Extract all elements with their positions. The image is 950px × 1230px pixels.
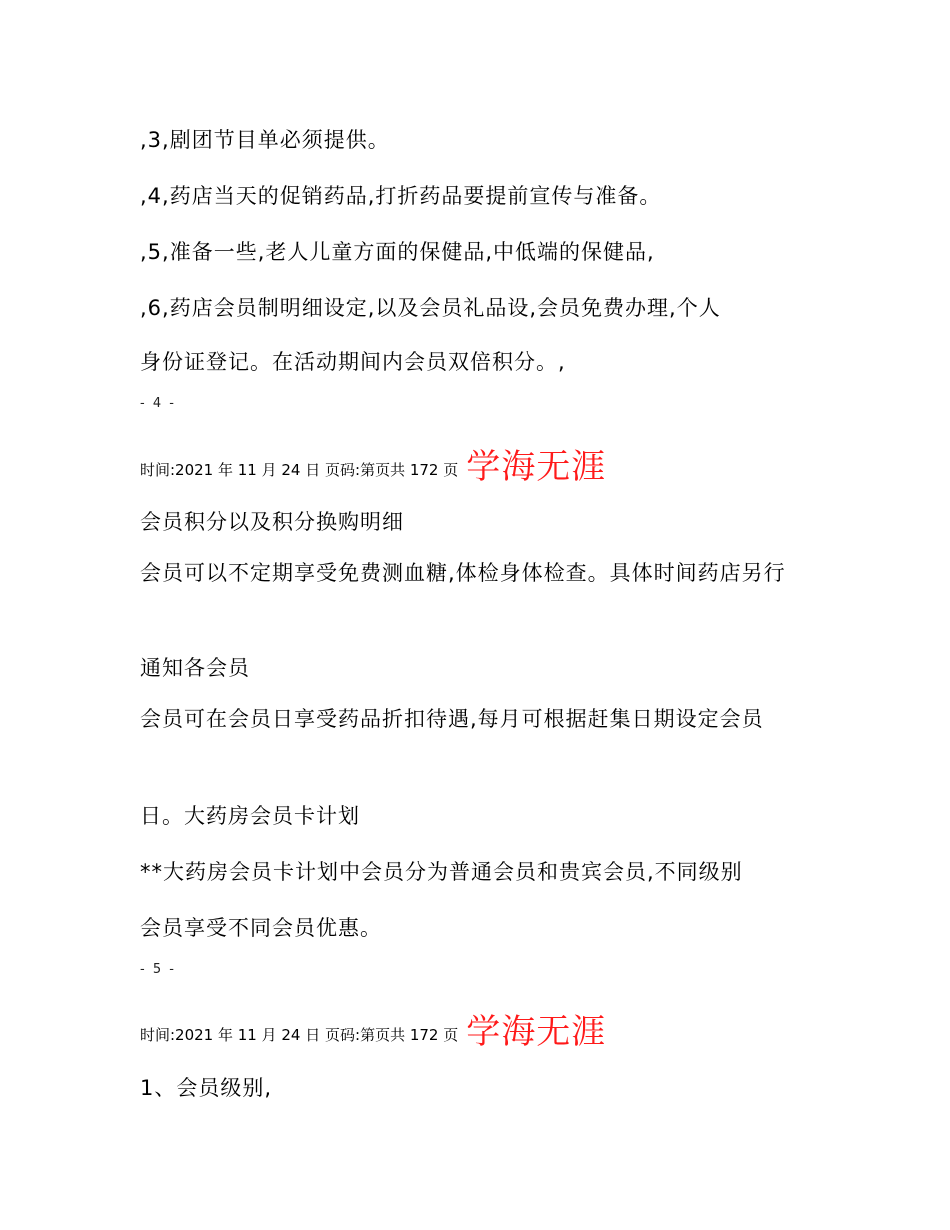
section-heading: 会员积分以及积分换购明细: [140, 510, 404, 534]
paragraph-notify: 通知各会员: [140, 656, 250, 680]
body-line-3: ,3,剧团节目单必须提供。: [140, 128, 390, 152]
footer-meta: 时间:2021 年 11 月 24 日 页码:第页共 172 页: [140, 1026, 459, 1044]
body-line-5: ,5,准备一些,老人儿童方面的保健品,中低端的保健品,: [140, 240, 655, 264]
page-number: - 4 -: [140, 396, 176, 411]
brand-logo: 学海无涯: [466, 1012, 607, 1052]
paragraph-plan-title: 日。大药房会员卡计划: [140, 804, 360, 828]
page-footer: [140, 436, 606, 485]
paragraph-member-day: 会员可在会员日享受药品折扣待遇,每月可根据赶集日期设定会员: [140, 707, 764, 731]
section-heading-member-level: 1、会员级别,: [140, 1076, 273, 1100]
paragraph-plan-levels: **大药房会员卡计划中会员分为普通会员和贵宾会员,不同级别: [140, 860, 743, 884]
body-line-4: ,4,药店当天的促销药品,打折药品要提前宣传与准备。: [140, 184, 662, 208]
paragraph-checkup: 会员可以不定期享受免费测血糖,体检身体检查。具体时间药店另行: [140, 561, 786, 585]
page-number: - 5 -: [140, 962, 176, 977]
body-line-id: 身份证登记。在活动期间内会员双倍积分。,: [140, 350, 566, 374]
paragraph-plan-benefits: 会员享受不同会员优惠。: [140, 916, 382, 940]
brand-logo: 学海无涯: [466, 447, 607, 487]
footer-meta: 时间:2021 年 11 月 24 日 页码:第页共 172 页: [140, 461, 459, 479]
page-footer: [140, 1001, 606, 1050]
body-line-6: ,6,药店会员制明细设定,以及会员礼品设,会员免费办理,个人: [140, 296, 721, 320]
